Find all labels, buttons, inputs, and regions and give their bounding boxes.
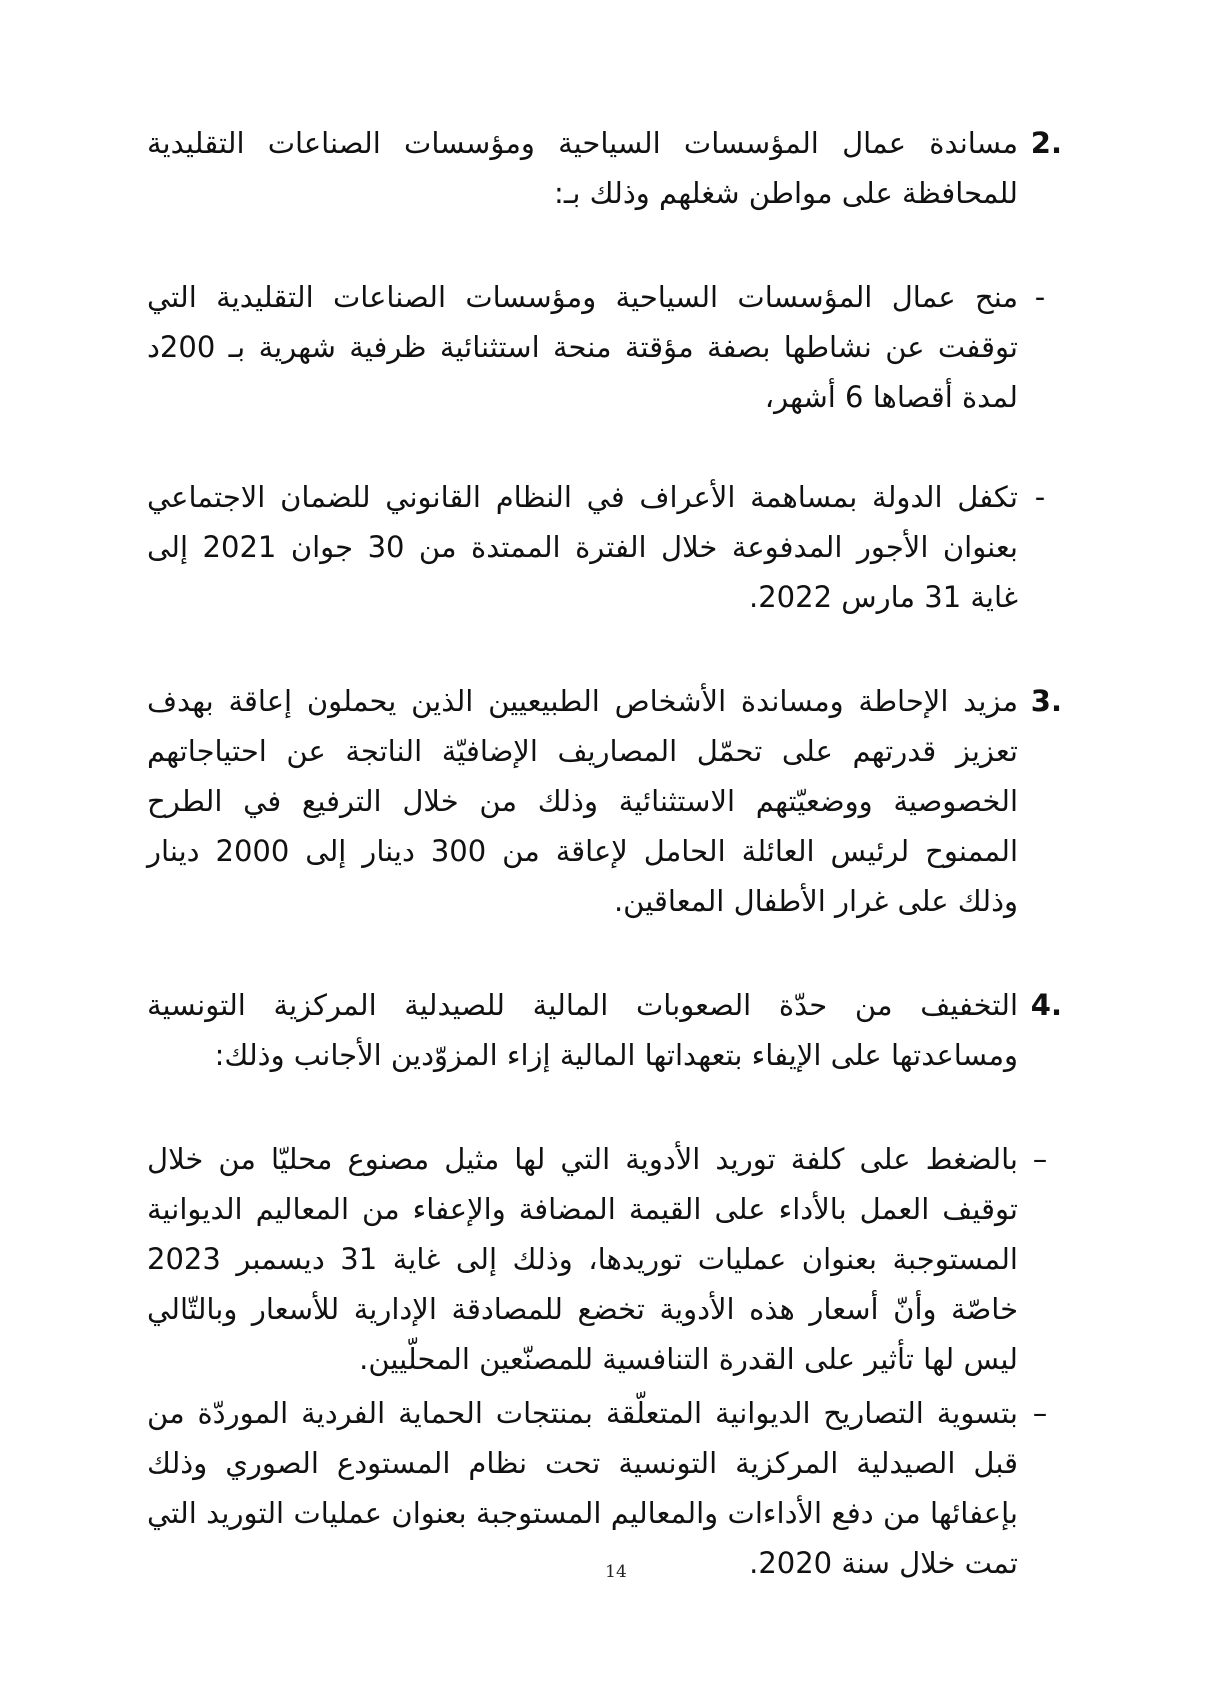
list-item	[147, 472, 1062, 622]
list-item-text: بالضغط على كلفة توريد الأدوية التي لها مثيل مصنوع محليّا من خلال توقيف العمل بالأداء على القيمة المضافة والإعفاء من المعاليم الديوانية المستوجبة بعنوان عمليات توريدها، وذلك إلى غاية 31 ديسمبر 2023 خاصّة وأنّ أسعار هذه الأدوية تخضع للمصادقة الإدارية للأسعار وبالتّالي ليس لها تأثير على القدرة التنافسية للمصنّعين المحلّيين.	[147, 1142, 1018, 1376]
section-4	[147, 980, 1062, 1588]
paragraph-text: مزيد الإحاطة ومساندة الأشخاص الطبيعيين الذين يحملون إعاقة بهدف تعزيز قدرتهم على تحمّل المصاريف الإضافيّة الناتجة عن احتياجاتهم الخصوصية ووضعيّتهم الاستثنائية وذلك من خلال الترفيع في الطرح الممنوح لرئيس العائلة الحامل لإعاقة من 300 دينار إلى 2000 دينار وذلك على غرار الأطفال المعاقين.	[147, 684, 1018, 918]
list-item-text: تكفل الدولة بمساهمة الأعراف في النظام القانوني للضمان الاجتماعي بعنوان الأجور المدفوعة خلال الفترة الممتدة من 30 جوان 2021 إلى غاية 31 مارس 2022.	[147, 480, 1018, 614]
list-item-text: منح عمال المؤسسات السياحية ومؤسسات الصناعات التقليدية التي توقفت عن نشاطها بصفة مؤقتة منحة استثنائية ظرفية شهرية بـ 200د لمدة أقصاها 6 أشهر،	[147, 280, 1018, 414]
document-body	[147, 118, 1062, 1588]
section-3	[147, 676, 1062, 926]
bullet-dash: –	[1032, 1142, 1048, 1176]
bullet-dash: –	[1032, 1396, 1048, 1430]
bullet-dash: -	[1034, 480, 1046, 514]
list-item	[147, 1388, 1062, 1588]
bullet-list	[147, 1134, 1062, 1588]
numbered-paragraph	[147, 676, 1062, 926]
paragraph-number: .3	[1030, 684, 1062, 718]
paragraph-number: .4	[1030, 988, 1062, 1022]
paragraph-text: التخفيف من حدّة الصعوبات المالية للصيدلية المركزية التونسية ومساعدتها على الإيفاء بتعهداتها المالية إزاء المزوّدين الأجانب وذلك:	[147, 988, 1018, 1072]
list-item	[147, 1134, 1062, 1384]
bullet-list	[147, 272, 1062, 622]
bullet-dash: -	[1034, 280, 1046, 314]
list-item	[147, 272, 1062, 422]
paragraph-text: مساندة عمال المؤسسات السياحية ومؤسسات الصناعات التقليدية للمحافظة على مواطن شغلهم وذلك بـ:	[147, 126, 1018, 210]
numbered-paragraph	[147, 980, 1062, 1080]
list-item-text: بتسوية التصاريح الديوانية المتعلّقة بمنتجات الحماية الفردية الموردّة من قبل الصيدلية المركزية التونسية تحت نظام المستودع الصوري وذلك بإعفائها من دفع الأداءات والمعاليم المستوجبة بعنوان عمليات التوريد التي تمت خلال سنة 2020.	[147, 1396, 1018, 1580]
section-2	[147, 118, 1062, 622]
numbered-paragraph	[147, 118, 1062, 218]
paragraph-number: .2	[1030, 126, 1062, 160]
page-number: 14	[605, 1562, 627, 1582]
